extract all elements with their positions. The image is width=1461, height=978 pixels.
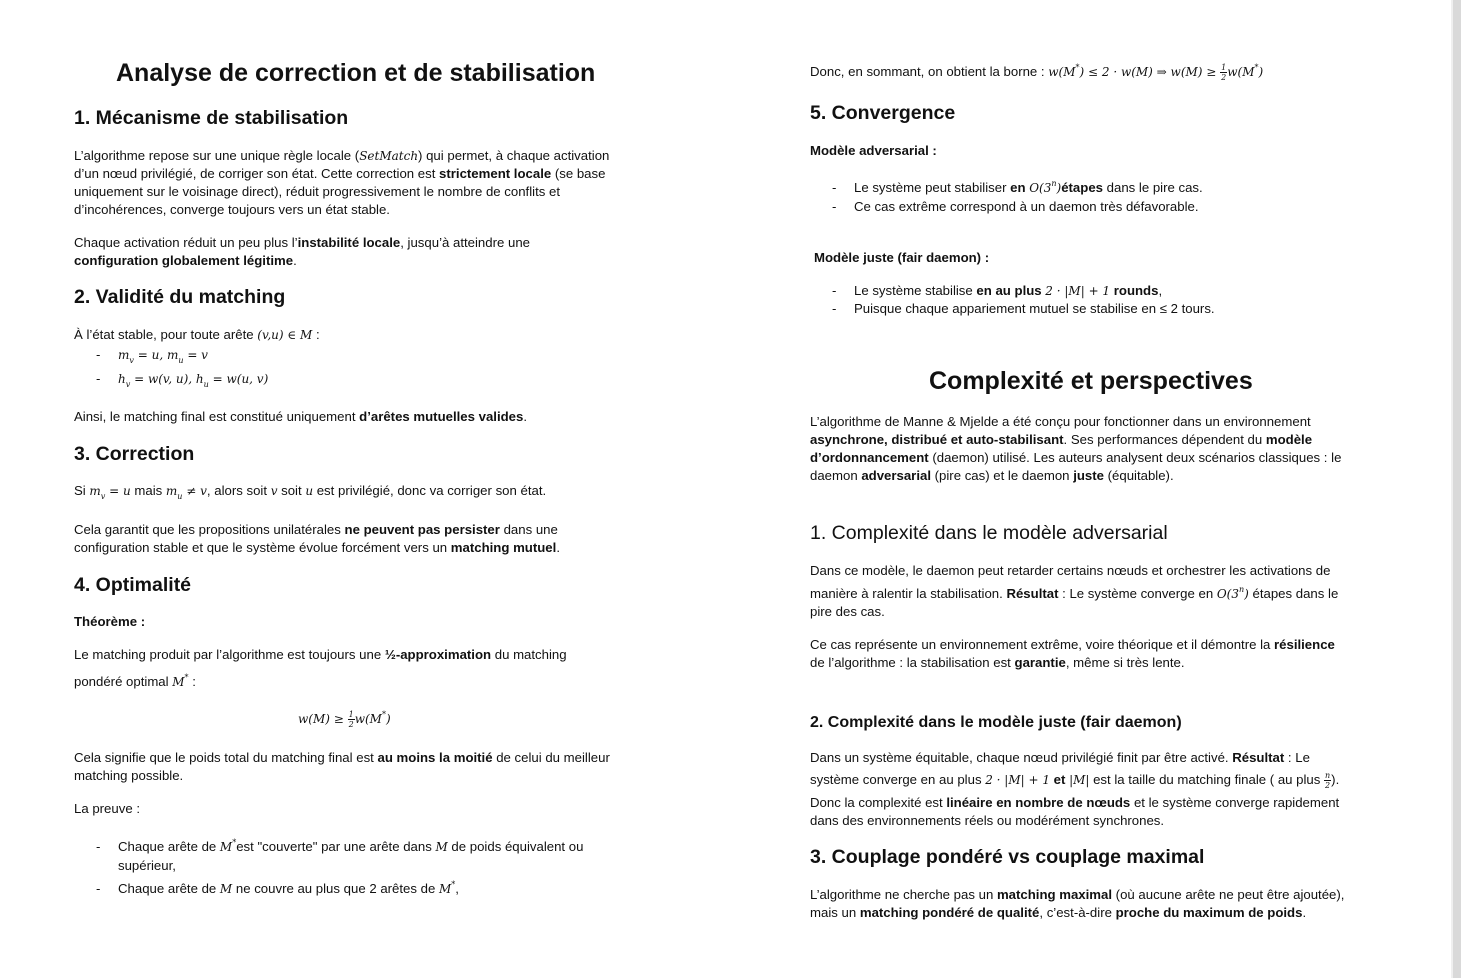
second-title: Complexité et perspectives: [929, 367, 1253, 395]
paragraph-line: configuration stable et que le système évolue forcément vers un matching mutuel.: [74, 540, 560, 555]
bullet-dash: -: [832, 180, 837, 195]
adversarial-bullet-1: Le système peut stabiliser en O(3$^n$)étapes dans le pire cas.: [854, 179, 1203, 195]
paragraph-line: matching possible.: [74, 768, 184, 783]
paragraph-line: Dans ce modèle, le daemon peut retarder certains nœuds et orchestrer les activations de: [810, 563, 1331, 578]
page-edge: [1453, 0, 1461, 978]
proof-bullet-2: Chaque arête de M ne couvre au plus que 2 arêtes de M*,: [118, 880, 459, 896]
bullet-dash: -: [96, 839, 101, 854]
bullet-dash: -: [96, 347, 101, 362]
fair-label: Modèle juste (fair daemon) :: [814, 250, 990, 265]
paragraph-line: d’un nœud privilégié, de corriger son état. Cette correction est strictement locale (se base: [74, 166, 606, 181]
paragraph-line: Le matching produit par l’algorithme est toujours une ½-approximation du matching: [74, 647, 567, 662]
sum-bound-line: Donc, en sommant, on obtient la borne : w(M*) ≤ 2 · w(M) ⇒ w(M) ≥ $\frac{1}{2}$ w(M*): [810, 63, 1264, 82]
paragraph-line: uniquement sur le voisinage direct), réduit progressivement le nombre de conflits et: [74, 184, 560, 199]
paragraph-line: système converge en au plus 2 · |M| + 1 et |M| est la taille du matching finale ( au plus $\frac{n}{2}$ ).: [810, 771, 1340, 791]
paragraph-line: pire des cas.: [810, 604, 885, 619]
bullet-dash: -: [832, 199, 837, 214]
paragraph-line: Donc la complexité est linéaire en nombre de nœuds et le système converge rapidement: [810, 795, 1340, 810]
bullet-dash: -: [96, 371, 101, 386]
section-heading-stabilisation: 1. Mécanisme de stabilisation: [74, 107, 349, 129]
page-title: Analyse de correction et de stabilisation: [116, 59, 596, 87]
adversarial-label: Modèle adversarial :: [810, 143, 937, 158]
theorem-label: Théorème :: [74, 614, 146, 629]
bullet-dash: -: [96, 881, 101, 896]
paragraph-line: configuration globalement légitime.: [74, 253, 297, 268]
section-heading-adversarial: 1. Complexité dans le modèle adversarial: [810, 522, 1168, 544]
paragraph-line: L’algorithme ne cherche pas un matching maximal (où aucune arête ne peut être ajoutée),: [810, 887, 1345, 902]
proof-bullet-1-cont: supérieur,: [118, 858, 176, 873]
section-heading-optimalite: 4. Optimalité: [74, 574, 192, 596]
paragraph-line: Si $m_v = u$ mais $m_u \ne v$, alors soit v soit u est privilégié, donc va corriger son état.: [74, 483, 547, 501]
paragraph-line: pondéré optimal M* :: [74, 673, 196, 689]
paragraph-line: de l’algorithme : la stabilisation est garantie, même si très lente.: [810, 655, 1185, 670]
paragraph-line: La preuve :: [74, 801, 140, 816]
bullet-dash: -: [832, 301, 837, 316]
paragraph-line: mais un matching pondéré de qualité, c’est-à-dire proche du maximum de poids.: [810, 905, 1307, 920]
paragraph-line: asynchrone, distribué et auto-stabilisant. Ses performances dépendent du modèle: [810, 432, 1313, 447]
section-heading-convergence: 5. Convergence: [810, 102, 956, 124]
section-heading-fair: 2. Complexité dans le modèle juste (fair daemon): [810, 714, 1182, 731]
fair-bullet-1: Le système stabilise en au plus 2 · |M| + 1 rounds,: [854, 283, 1163, 298]
paragraph-line: dans des environnements réels ou modérément synchrones.: [810, 813, 1165, 828]
fair-bullet-2: Puisque chaque appariement mutuel se stabilise en ≤ 2 tours.: [854, 301, 1215, 316]
paragraph-line: d’ordonnancement (daemon) utilisé. Les auteurs analysent deux scénarios classiques : le: [810, 450, 1342, 465]
paragraph-line: manière à ralentir la stabilisation. Résultat : Le système converge en O(3$^n$) étapes dans le: [810, 585, 1339, 601]
adversarial-bullet-2: Ce cas extrême correspond à un daemon très défavorable.: [854, 199, 1199, 214]
paragraph-line: Cela garantit que les propositions unilatérales ne peuvent pas persister dans une: [74, 522, 558, 537]
math-bullet-1: $m_v = u$, $m_u = v$: [118, 348, 208, 365]
section-heading-couplage: 3. Couplage pondéré vs couplage maximal: [810, 846, 1205, 868]
section-heading-validite: 2. Validité du matching: [74, 286, 286, 308]
paragraph-line: Dans un système équitable, chaque nœud privilégié finit par être activé. Résultat : Le: [810, 750, 1310, 765]
paragraph-line: Ainsi, le matching final est constitué uniquement d’arêtes mutuelles valides.: [74, 409, 528, 424]
paragraph-line: L’algorithme de Manne & Mjelde a été conçu pour fonctionner dans un environnement: [810, 414, 1311, 429]
proof-bullet-1: Chaque arête de M*est "couverte" par une arête dans M de poids équivalent ou: [118, 838, 584, 854]
formula-approximation: w(M) ≥ $\frac{1}{2}$ w(M*): [298, 710, 391, 729]
paragraph-line: Ce cas représente un environnement extrême, voire théorique et il démontre la résilience: [810, 637, 1335, 652]
bullet-dash: -: [832, 283, 837, 298]
section-heading-correction: 3. Correction: [74, 443, 195, 465]
paragraph-line: L’algorithme repose sur une unique règle locale (SetMatch) qui permet, à chaque activation: [74, 148, 610, 163]
math-bullet-2: $h_v = w(v$, u), $h_u = w(u$, v): [118, 372, 269, 389]
paragraph-line: Cela signifie que le poids total du matching final est au moins la moitié de celui du meilleur: [74, 750, 610, 765]
paragraph-line: daemon adversarial (pire cas) et le daemon juste (équitable).: [810, 468, 1174, 483]
paragraph-line: d’incohérences, converge toujours vers un état stable.: [74, 202, 390, 217]
paragraph-line: Chaque activation réduit un peu plus l’instabilité locale, jusqu’à atteindre une: [74, 235, 530, 250]
paragraph-line: À l’état stable, pour toute arête (v,u) ∈ M :: [74, 327, 320, 342]
